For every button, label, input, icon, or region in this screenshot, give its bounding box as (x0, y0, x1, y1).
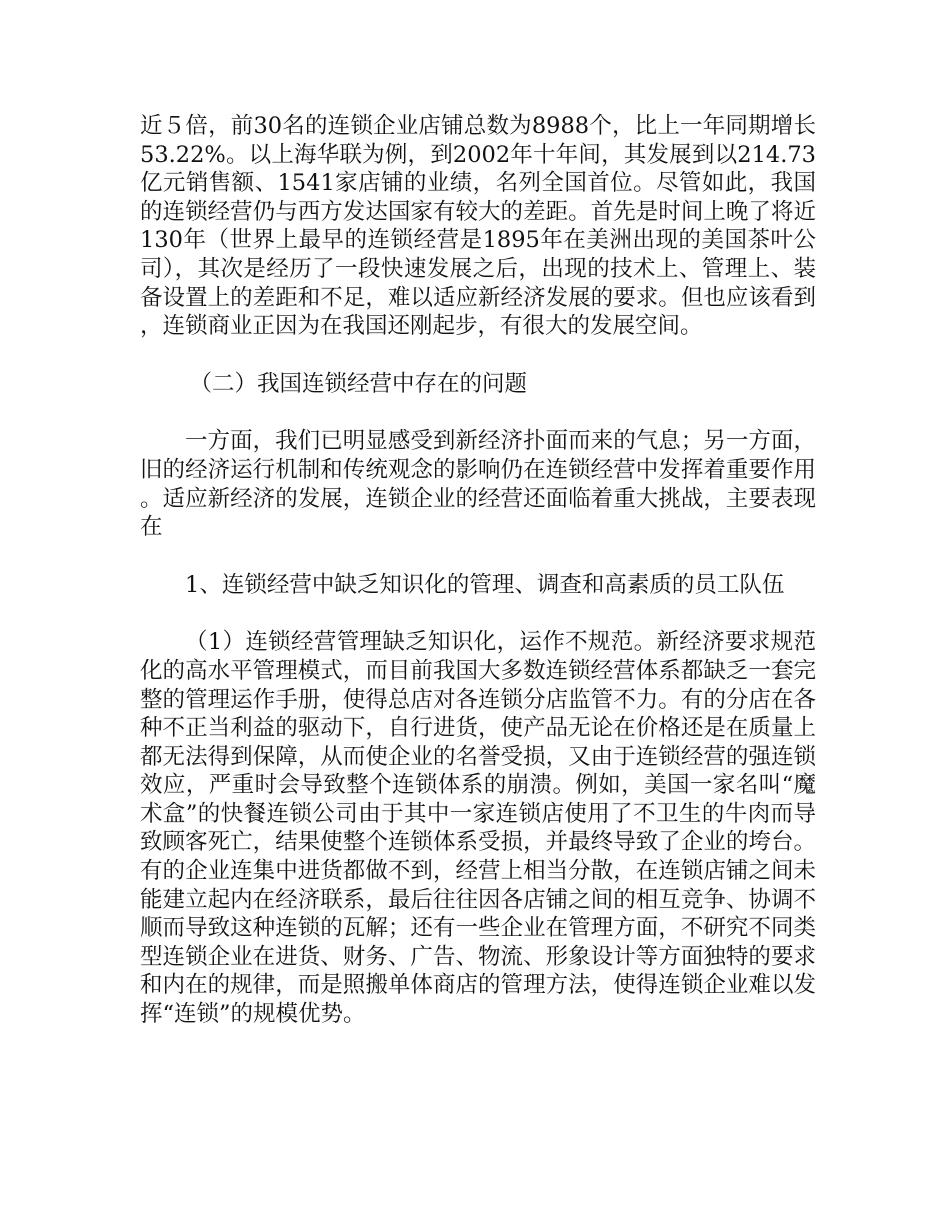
subheading-lack-of-knowledge-management: 1、连锁经营中缺乏知识化的管理、调查和高素质的员工队伍 (185, 571, 785, 598)
document-page (140, 112, 816, 1058)
section-heading-problems: （二）我国连锁经营中存在的问题 (189, 370, 528, 397)
paragraph-chain-store-growth: 近５倍，前30名的连锁企业店铺总数为8988个，比上一年同期增长53.22%。以上海华联为例，到2002年十年间，其发展到以214.73亿元销售额、1541家店铺的业绩，名列全国首位。尽管如此，我国的连锁经营仍与西方发达国家有较大的差距。首先是时间上晚了将近130年（世界上最早的连锁经营是1895年在美洲出现的美国茶叶公司），其次是经历了一段快速发展之后，出现的技术上、管理上、装备设置上的差距和不足，难以适应新经济发展的要求。但也应该看到，连锁商业正因为在我国还刚起步，有很大的发展空间。 (140, 113, 816, 340)
paragraph-management-irregular: （1）连锁经营管理缺乏知识化，运作不规范。新经济要求规范化的高水平管理模式，而目前我国大多数连锁经营体系都缺乏一套完整的管理运作手册，使得总店对各连锁分店监管不力。有的分店在各种不正当利益的驱动下，自行进货，使产品无论在价格还是在质量上都无法得到保障，从而使企业的名誉受损，又由于连锁经营的强连锁效应，严重时会导致整个连锁体系的崩溃。例如，美国一家名叫“魔术盒”的快餐连锁公司由于其中一家连锁店使用了不卫生的牛肉而导致顾客死亡，结果使整个连锁体系受损，并最终导致了企业的垮台。有的企业连集中进货都做不到，经营上相当分散，在连锁店铺之间未能建立起内在经济联系，最后往往因各店铺之间的相互竞争、协调不顺而导致这种连锁的瓦解；还有一些企业在管理方面，不研究不同类型连锁企业在进货、财务、广告、物流、形象设计等方面独特的要求和内在的规律，而是照搬单体商店的管理方法，使得连锁企业难以发挥“连锁”的规模优势。 (140, 629, 816, 1028)
paragraph-new-economy-challenges: 一方面，我们已明显感受到新经济扑面而来的气息；另一方面，旧的经济运行机制和传统观念的影响仍在连锁经营中发挥着重要作用。适应新经济的发展，连锁企业的经营还面临着重大挑战，主要表现在 (140, 428, 816, 541)
